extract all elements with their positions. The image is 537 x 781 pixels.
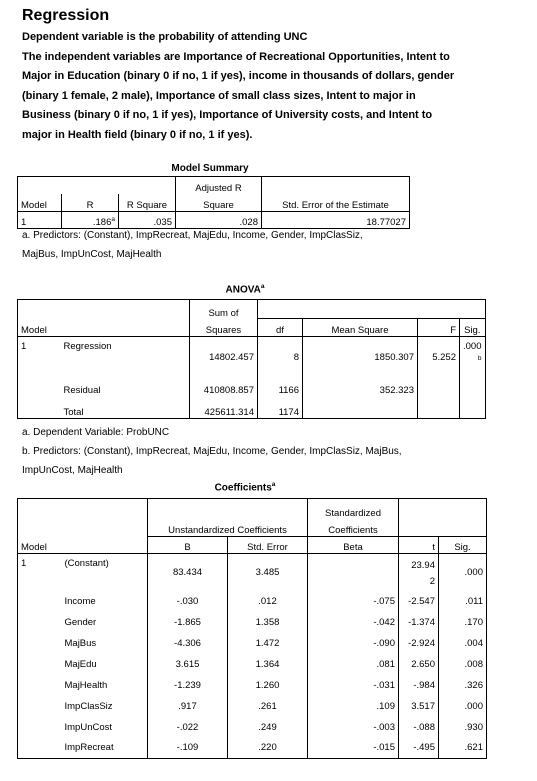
row-label: MajEdu — [64, 659, 97, 670]
cell-beta: -.031 — [308, 675, 399, 696]
header-b: B — [148, 537, 228, 554]
cell-mean-square: 1850.307 — [303, 337, 418, 379]
coefficients-caption-text: Coefficients — [214, 482, 272, 494]
cell-model: 1 — [18, 212, 62, 229]
row-label: ImpRecreat — [62, 738, 148, 758]
header-squares: Squares — [190, 319, 258, 337]
cell-df: 1174 — [258, 402, 303, 419]
cell-sig: .621 — [439, 738, 487, 758]
table-row — [18, 612, 487, 633]
cell-std-error: 18.77027 — [262, 212, 410, 229]
cell-sig: .011 — [439, 590, 487, 612]
cell-mean-square: 352.323 — [303, 379, 418, 402]
header-f: F — [418, 319, 460, 337]
footnote-marker: a — [260, 283, 265, 290]
cell-beta: -.090 — [308, 633, 399, 654]
cell-std-error: 3.485 — [228, 554, 308, 591]
header-r: R — [62, 194, 119, 212]
intro-line: Business (binary 0 if no, 1 if yes), Importance of University costs, and Intent to — [22, 109, 433, 121]
note-line: a. Dependent Variable: ProbUNC — [22, 427, 170, 438]
cell-sig: .326 — [439, 675, 487, 696]
header-beta: Beta — [308, 537, 399, 554]
header-model: Model — [18, 319, 61, 337]
r-value: .186 — [92, 217, 112, 228]
cell-t: -2.547 — [399, 590, 439, 612]
cell-sig: .930 — [439, 717, 487, 738]
cell-std-error: 1.260 — [228, 675, 308, 696]
cell-model: 1 — [18, 554, 62, 591]
sig-value: .000 — [463, 341, 482, 352]
footnote-marker: a — [111, 215, 115, 223]
note-line: b. Predictors: (Constant), ImpRecreat, MajEdu, Income, Gender, ImpClasSiz, MajBus, — [22, 446, 402, 457]
cell-sig: .004 — [439, 633, 487, 654]
cell-b: .917 — [148, 696, 228, 717]
cell-sig: .000 — [439, 696, 487, 717]
cell-sum-of-squares: 410808.857 — [190, 379, 258, 402]
cell-sum-of-squares: 425611.314 — [190, 402, 258, 419]
note-line: MajBus, ImpUnCost, MajHealth — [22, 249, 162, 260]
cell-std-error: 1.364 — [228, 654, 308, 675]
cell-b: -1.865 — [148, 612, 228, 633]
cell-beta: .081 — [308, 654, 399, 675]
header-sig: Sig. — [460, 319, 486, 337]
header-mean-square: Mean Square — [303, 319, 418, 337]
header-t: t — [399, 537, 439, 554]
header-df: df — [258, 319, 303, 337]
anova-table — [17, 299, 486, 419]
cell-std-error: 1.358 — [228, 612, 308, 633]
cell-adjusted-r-square: .028 — [176, 212, 262, 229]
header-sum-of: Sum of — [190, 300, 258, 319]
cell-beta: -.042 — [308, 612, 399, 633]
row-label: MajHealth — [64, 680, 108, 691]
row-label: Total — [61, 402, 190, 419]
cell-std-error: .249 — [228, 717, 308, 738]
cell-std-error: .261 — [228, 696, 308, 717]
cell-b: -.030 — [148, 590, 228, 612]
header-standardized: Standardized — [308, 499, 399, 519]
cell-beta: -.015 — [308, 738, 399, 758]
table-row — [18, 717, 487, 738]
intro-line: Dependent variable is the probability of attending UNC — [22, 31, 308, 43]
cell-t: -.495 — [399, 738, 439, 758]
table-row — [18, 554, 487, 591]
row-label: ImpUnCost — [64, 722, 113, 733]
footnote-marker: b — [477, 355, 482, 362]
header-coefficients: Coefficients — [308, 519, 399, 537]
header-adjusted-r: Adjusted R — [176, 177, 262, 194]
table-row — [18, 696, 487, 717]
cell-f: 5.252 — [418, 337, 460, 379]
table-row — [18, 337, 486, 379]
table-row — [18, 738, 487, 758]
cell-beta: -.075 — [308, 590, 399, 612]
cell-b: 83.434 — [148, 554, 228, 591]
cell-df: 1166 — [258, 379, 303, 402]
note-line: a. Predictors: (Constant), ImpRecreat, MajEdu, Income, Gender, ImpClasSiz, — [22, 230, 363, 241]
footnote-marker: a — [271, 481, 276, 488]
cell-t — [399, 554, 439, 591]
header-sig: Sig. — [439, 537, 487, 554]
model-summary-caption: Model Summary — [171, 163, 249, 174]
cell-std-error: .220 — [228, 738, 308, 758]
cell-sig: .000 — [439, 554, 487, 591]
row-label: Residual — [63, 384, 101, 396]
cell-t: 2.650 — [399, 654, 439, 675]
cell-model: 1 — [18, 337, 61, 379]
row-label: Regression — [63, 341, 112, 352]
coefficients-caption — [190, 481, 300, 493]
row-label: Gender — [64, 617, 97, 628]
row-label: Income — [64, 595, 96, 607]
cell-t: -.984 — [399, 675, 439, 696]
cell-t: 3.517 — [399, 696, 439, 717]
cell-t: -1.374 — [399, 612, 439, 633]
cell-sig: .008 — [439, 654, 487, 675]
table-row — [18, 654, 487, 675]
cell-sum-of-squares: 14802.457 — [190, 337, 258, 379]
anova-caption-text: ANOVA — [225, 284, 261, 296]
t-value-line: 23.94 — [411, 560, 435, 571]
header-r-square: R Square — [119, 194, 176, 212]
header-model: Model — [18, 194, 62, 212]
note-line: ImpUnCost, MajHealth — [22, 465, 123, 476]
row-label: ImpClasSiz — [64, 701, 113, 712]
cell-b: 3.615 — [148, 654, 228, 675]
intro-text — [22, 28, 532, 145]
cell-t: -2.924 — [399, 633, 439, 654]
header-unstandardized: Unstandardized Coefficients — [148, 519, 308, 537]
table-row — [18, 590, 487, 612]
anova-caption — [210, 283, 280, 295]
header-adjusted-r-square: Square — [176, 194, 262, 212]
table-row — [18, 633, 487, 654]
intro-line: major in Health field (binary 0 if no, 1 if yes). — [22, 128, 253, 141]
cell-df: 8 — [258, 337, 303, 379]
table-row — [18, 402, 486, 419]
header-model: Model — [18, 537, 62, 554]
row-label: MajBus — [64, 638, 97, 649]
model-summary-table — [17, 176, 410, 229]
cell-b: -1.239 — [148, 675, 228, 696]
cell-std-error: .012 — [228, 590, 308, 612]
header-std-error: Std. Error of the Estimate — [262, 194, 410, 212]
cell-b: -.022 — [148, 717, 228, 738]
row-label: (Constant) — [64, 558, 109, 569]
t-value-line: 2 — [429, 576, 435, 587]
coefficients-table — [17, 498, 487, 759]
table-row — [18, 379, 486, 402]
cell-sig — [460, 337, 486, 379]
cell-b: -.109 — [148, 738, 228, 758]
table-row — [18, 675, 487, 696]
cell-sig: .170 — [439, 612, 487, 633]
anova-notes — [22, 423, 527, 480]
intro-line: The independent variables are Importance of Recreational Opportunities, Intent to — [22, 50, 450, 63]
cell-b: -4.306 — [148, 633, 228, 654]
intro-line: Major in Education (binary 0 if no, 1 if yes), income in thousands of dollars, gender — [22, 70, 455, 82]
cell-beta: .109 — [308, 696, 399, 717]
header-std-error: Std. Error — [228, 537, 308, 554]
cell-t: -.088 — [399, 717, 439, 738]
cell-beta: -.003 — [308, 717, 399, 738]
cell-r-square: .035 — [119, 212, 176, 229]
model-summary-note — [22, 226, 527, 264]
intro-line: (binary 1 female, 2 male), Importance of small class sizes, Intent to major in — [22, 89, 416, 102]
cell-std-error: 1.472 — [228, 633, 308, 654]
page-title: Regression — [22, 7, 110, 24]
